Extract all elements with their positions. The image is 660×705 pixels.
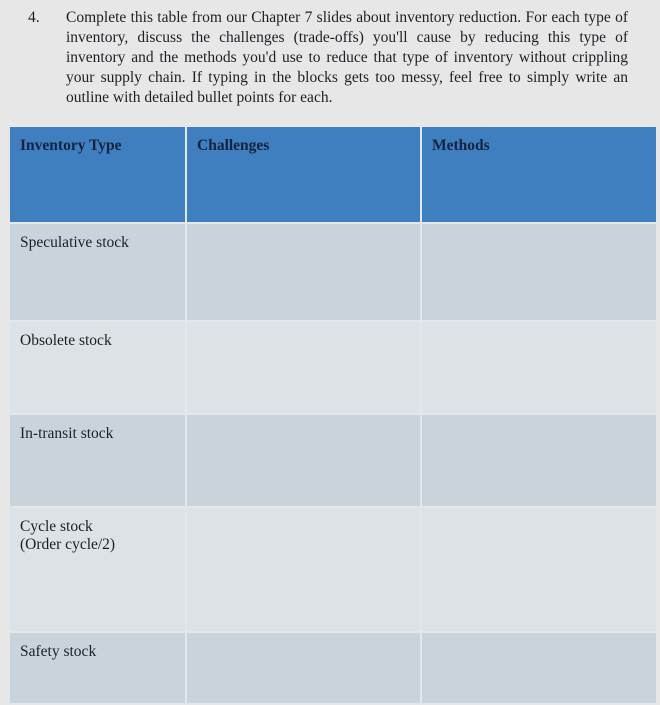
inventory-type-cell [10,508,185,631]
header-challenges: Challenges [187,127,420,222]
challenges-cell[interactable] [187,508,420,631]
header-inventory-type: Inventory Type [10,127,185,222]
challenges-cell[interactable] [187,322,420,413]
challenges-cell[interactable] [187,415,420,506]
inventory-type-cell: In-transit stock [10,415,185,506]
methods-cell[interactable] [422,224,656,320]
methods-cell[interactable] [422,322,656,413]
header-methods: Methods [422,127,656,222]
table-row [10,415,656,506]
question-text: Complete this table from our Chapter 7 slides about inventory reduction. For each type of inventory, discuss the challenges (trade-offs) you'll cause by reducing this type of inventory and the methods you'd use to reduce that type of inventory without crippling your supply chain. If typing in the blocks gets too messy, feel free to simply write an outline with detailed bullet points for each. [66,9,628,106]
inventory-type-cell: Safety stock [10,633,185,703]
inventory-type-note: (Order cycle/2) [20,536,116,553]
table-header-row [10,127,656,222]
methods-cell[interactable] [422,415,656,506]
challenges-cell[interactable] [187,224,420,320]
inventory-table [8,125,658,705]
table-row [10,322,656,413]
challenges-cell[interactable] [187,633,420,703]
table-row [10,633,656,703]
question-prompt [28,8,628,108]
table-row [10,224,656,320]
question-number: 4. [28,9,40,26]
inventory-type-label: Cycle stock [20,518,93,535]
methods-cell[interactable] [422,508,656,631]
table-row [10,508,656,631]
inventory-type-cell: Speculative stock [10,224,185,320]
inventory-type-cell: Obsolete stock [10,322,185,413]
methods-cell[interactable] [422,633,656,703]
